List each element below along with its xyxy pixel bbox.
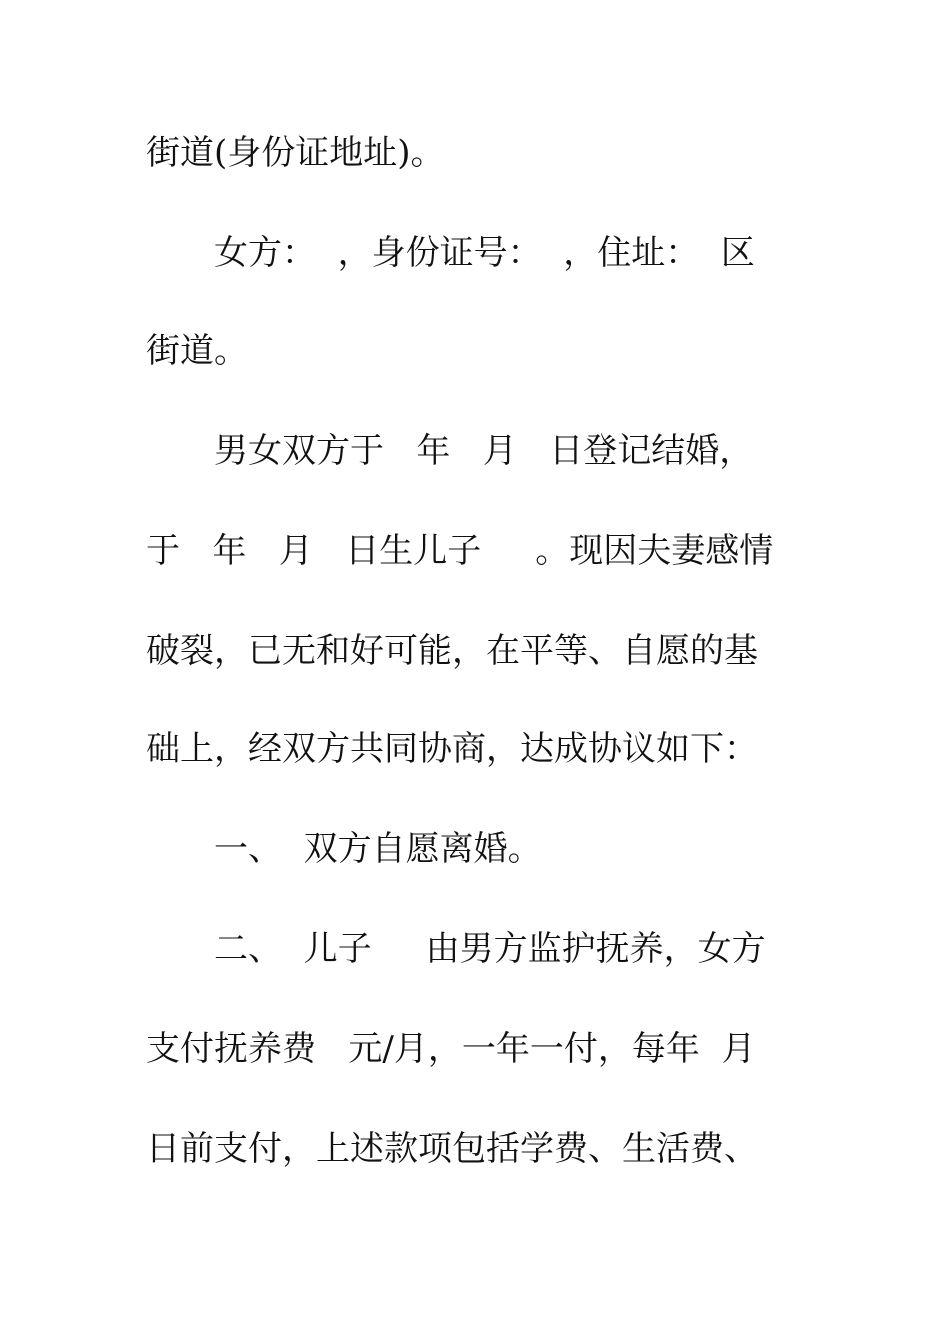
- text-line-relationship-breakdown: 破裂，已无和好可能，在平等、自愿的基: [146, 631, 758, 671]
- text-line-address-continued: 街道(身份证地址)。: [146, 133, 445, 173]
- text-line-female-party: 女方： ，身份证号： ，住址： 区: [214, 233, 755, 273]
- text-line-support-payment: 支付抚养费 元/月，一年一付，每年 月: [146, 1029, 756, 1069]
- clause-one: 一、 双方自愿离婚。: [214, 829, 542, 869]
- text-line-agreement-intro: 础上，经双方共同协商，达成协议如下：: [146, 729, 758, 769]
- text-line-marriage-registration: 男女双方于 年 月 日登记结婚，: [214, 431, 754, 471]
- text-line-child-birth: 于 年 月 日生儿子 。现因夫妻感情: [146, 531, 774, 571]
- clause-two: 二、 儿子 由男方监护抚养，女方: [214, 929, 766, 969]
- text-line-street: 街道。: [146, 331, 248, 371]
- text-line-payment-terms: 日前支付，上述款项包括学费、生活费、: [146, 1129, 758, 1169]
